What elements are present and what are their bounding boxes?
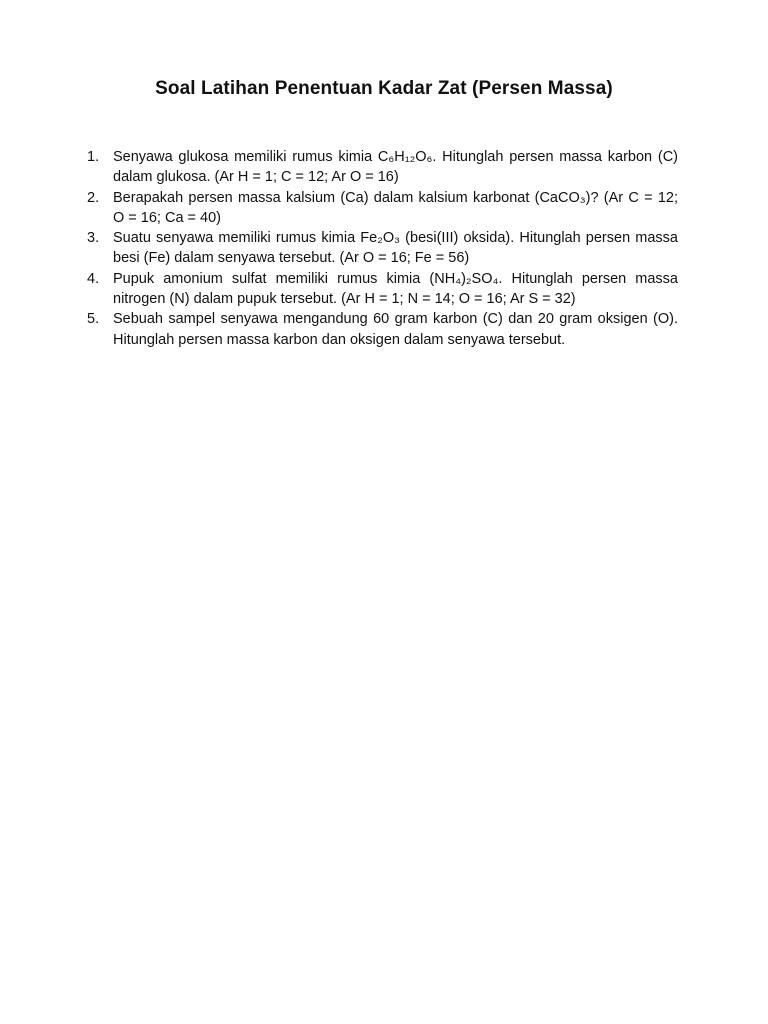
question-number: 2. bbox=[87, 189, 100, 206]
question-number: 5. bbox=[87, 311, 100, 328]
question-number: 4. bbox=[87, 270, 100, 287]
question-item-3 bbox=[87, 228, 678, 269]
question-item-4 bbox=[87, 269, 678, 310]
question-list bbox=[87, 147, 678, 350]
question-item-1 bbox=[87, 147, 678, 188]
question-text: Pupuk amonium sulfat memiliki rumus kimia (NH₄)₂SO₄. Hitunglah persen massa nitrogen (N) dalam pupuk tersebut. (Ar H = 1; N = 14; O = 16; Ar S = 32) bbox=[113, 270, 678, 308]
question-number: 1. bbox=[87, 149, 100, 165]
question-text: Sebuah sampel senyawa mengandung 60 gram karbon (C) dan 20 gram oksigen (O). Hitunglah persen massa karbon dan oksigen dalam senyawa tersebut. bbox=[113, 311, 678, 348]
question-text: Suatu senyawa memiliki rumus kimia Fe₂O₃ (besi(III) oksida). Hitunglah persen massa besi (Fe) dalam senyawa tersebut. (Ar O = 16; Fe = 56) bbox=[113, 230, 678, 267]
page-title: Soal Latihan Penentuan Kadar Zat (Persen Massa) bbox=[155, 78, 613, 99]
question-item-5 bbox=[87, 309, 678, 350]
question-text: Berapakah persen massa kalsium (Ca) dalam kalsium karbonat (CaCO₃)? (Ar C = 12; O = 16; Ca = 40) bbox=[113, 189, 678, 226]
question-number: 3. bbox=[87, 230, 100, 247]
question-text: Senyawa glukosa memiliki rumus kimia C₆H₁₂O₆. Hitunglah persen massa karbon (C) dalam glukosa. (Ar H = 1; C = 12; Ar O = 16) bbox=[113, 149, 678, 186]
question-item-2 bbox=[87, 188, 678, 229]
